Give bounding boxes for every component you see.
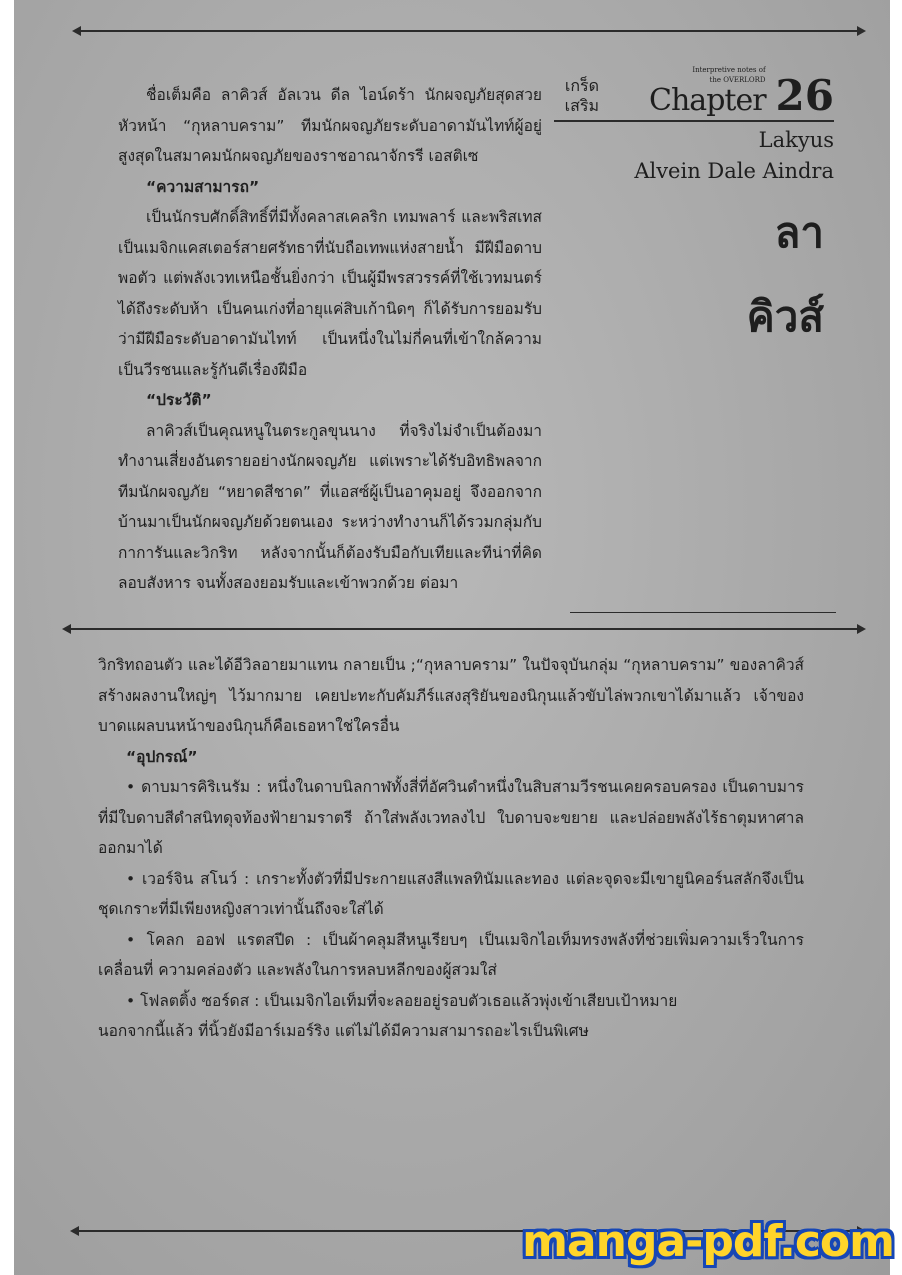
- equipment-heading: “อุปกรณ์”: [126, 747, 198, 766]
- top-divider: [80, 30, 858, 32]
- bottom-text-column: [98, 650, 804, 1047]
- closing-paragraph: นอกจากนี้แล้ว ที่นิ้วยังมีอาร์เมอร์ริง แต่ไม่ได้มีความสามารถอะไรเป็นพิเศษ: [98, 1022, 589, 1040]
- column-end-line: [570, 612, 836, 613]
- chapter-number: 26: [775, 71, 834, 120]
- equipment-item: • โฟลตติ้ง ซอร์ดส : เป็นเมจิกไอเท็มที่จะลอยอยู่รอบตัวเธอแล้วพุ่งเข้าเสียบเป้าหมาย: [126, 991, 678, 1010]
- character-name-th-2: คิวส์: [746, 292, 824, 341]
- intro-paragraph: ชื่อเต็มคือ ลาคิวส์ อัลเวน ดีล ไอน์ดร้า นักผจญภัยสุดสวยหัวหน้า “กุหลาบคราม” ทีมนักผจญภัยระดับอาดามันไทท์ผู้อยู่สูงสุดในสมาคมนักผจญภัยของราชอาณาจักรรี เอสติเซ: [118, 86, 542, 165]
- book-page: [14, 0, 890, 1275]
- chapter-logo: [649, 66, 766, 116]
- top-text-column: [118, 80, 542, 599]
- interpretive-notes-line: Interpretive notes of: [692, 66, 766, 74]
- abilities-paragraph: เป็นนักรบศักดิ์สิทธิ์ที่มีทั้งคลาสเคลริก เทมพลาร์ และพริสเทส เป็นเมจิกแคสเตอร์สายศรัทธาที่นับถือเทพแห่งสายน้ำ มีฝีมือดาบพอตัว แต่พลังเวทเหนือชั้นยิ่งกว่า เป็นผู้มีพรสวรรค์ที่ใช้เวทมนตร์ได้ถึงระดับห้า เป็นคนเก่งที่อายุแค่สิบเก้านิดๆ ก็ได้รับการยอมรับว่ามีฝีมือระดับอาดามันไทท์ เป็นหนึ่งในไม่กี่คนที่เข้าใกล้ความเป็นวีรชนและรู้กันดีเรื่องฝีมือ: [118, 208, 542, 379]
- supplement-label: เกร็ดเสริม: [564, 76, 600, 115]
- history-heading: “ประวัติ”: [146, 391, 212, 409]
- header-underline: [554, 120, 834, 122]
- history-paragraph: ลาคิวส์เป็นคุณหนูในตระกูลขุนนาง ที่จริงไม่จำเป็นต้องมาทำงานเสี่ยงอันตรายอย่างนักผจญภัย แต่เพราะได้รับอิทธิพลจากทีมนักผจญภัย “หยาดสีชาด” ที่แอสซ์ผู้เป็นอาคุมอยู่ จึงออกจากบ้านมาเป็นนักผจญภัยด้วยตนเอง ระหว่างทำงานก็ได้รวมกลุ่มกับกาการันและวิกริท หลังจากนั้นก็ต้องรับมือกับเทียและทีน่าที่คิดลอบสังหาร จนทั้งสองยอมรับและเข้าพวกด้วย ต่อมา: [118, 421, 542, 592]
- chapter-word: Chapter: [649, 83, 766, 118]
- abilities-heading: “ความสามารถ”: [146, 177, 260, 196]
- site-watermark: manga-pdf.com: [522, 1216, 894, 1267]
- middle-divider: [70, 628, 858, 630]
- equipment-item: • ดาบมารคิริเนรัม : หนึ่งในดาบนิลกาฬทั้งสี่ที่อัศวินดำหนึ่งในสิบสามวีรชนเคยครอบครอง เป็นดาบมารที่มีใบดาบสีดำสนิทดุจท้องฟ้ายามราตรี ถ้าใส่พลังเวทลงไป ใบดาบจะขยาย และปล่อยพลังไร้ธาตุมหาศาลออกมาได้: [98, 778, 804, 857]
- chapter-header: [554, 66, 834, 352]
- equipment-item: • โคลก ออฟ แรตสปีด : เป็นผ้าคลุมสีหนูเรียบๆ เป็นเมจิกไอเท็มทรงพลังที่ช่วยเพิ่มความเร็วในการเคลื่อนที่ ความคล่องตัว และพลังในการหลบหลีกของผู้สวมใส่: [98, 930, 804, 979]
- character-name-en-2: Alvein Dale Aindra: [634, 159, 834, 183]
- chapter-title-row: [554, 66, 834, 120]
- continuation-paragraph: วิกริทถอนตัว และได้อีวิลอายมาแทน กลายเป็น ;“กุหลาบคราม” ในปัจจุบันกลุ่ม “กุหลาบคราม” ของลาคิวส์สร้างผลงานใหญ่ๆ ไว้มากมาย เคยปะทะกับคัมภีร์แสงสุริยันของนิกุนแล้วขับไล่พวกเขาได้มาแล้ว เจ้าของบาดแผลบนหน้าของนิกุนก็คือเธอหาใช่ใครอื่น: [98, 656, 804, 735]
- equipment-item: • เวอร์จิน สโนว์ : เกราะทั้งตัวที่มีประกายแสงสีแพลทินัมและทอง แต่ละจุดจะมีเขายูนิคอร์นสลักจึงเป็นชุดเกราะที่มีเพียงหญิงสาวเท่านั้นถึงจะใส่ได้: [98, 869, 804, 918]
- overlord-line: the OVERLORD: [709, 76, 766, 84]
- character-name-en-1: Lakyus: [758, 128, 834, 152]
- character-name-th-1: ลา: [774, 208, 824, 257]
